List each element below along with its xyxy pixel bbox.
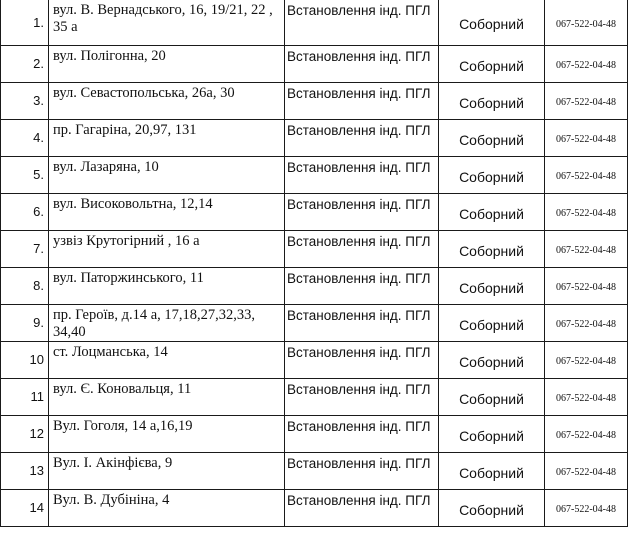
- work-type-cell: Встановлення інд. ПГЛ: [285, 452, 439, 489]
- works-table-body: [1, 0, 628, 526]
- address-cell: вул. Севастопольська, 26а, 30: [49, 82, 285, 119]
- table-row: [1, 415, 628, 452]
- phone-cell: 067-522-04-48: [545, 378, 628, 415]
- row-number-cell: 12: [1, 415, 49, 452]
- address-cell: пр. Героїв, д.14 а, 17,18,27,32,33, 34,40: [49, 304, 285, 341]
- phone-cell: 067-522-04-48: [545, 0, 628, 45]
- phone-cell: 067-522-04-48: [545, 119, 628, 156]
- address-cell: пр. Гагаріна, 20,97, 131: [49, 119, 285, 156]
- row-number-cell: 13: [1, 452, 49, 489]
- table-row: [1, 45, 628, 82]
- row-number-cell: 14: [1, 489, 49, 526]
- district-cell: Соборний: [439, 267, 545, 304]
- phone-cell: 067-522-04-48: [545, 193, 628, 230]
- address-cell: Вул. І. Акінфієва, 9: [49, 452, 285, 489]
- row-number-cell: 1.: [1, 0, 49, 45]
- district-cell: Соборний: [439, 193, 545, 230]
- row-number-cell: 4.: [1, 119, 49, 156]
- row-number-cell: 8.: [1, 267, 49, 304]
- district-cell: Соборний: [439, 304, 545, 341]
- work-type-cell: Встановлення інд. ПГЛ: [285, 267, 439, 304]
- row-number-cell: 10: [1, 341, 49, 378]
- district-cell: Соборний: [439, 415, 545, 452]
- district-cell: Соборний: [439, 82, 545, 119]
- phone-cell: 067-522-04-48: [545, 267, 628, 304]
- address-cell: вул. В. Вернадського, 16, 19/21, 22 , 35 а: [49, 0, 285, 45]
- row-number-cell: 7.: [1, 230, 49, 267]
- phone-cell: 067-522-04-48: [545, 452, 628, 489]
- work-type-cell: Встановлення інд. ПГЛ: [285, 156, 439, 193]
- table-row: [1, 267, 628, 304]
- row-number-cell: 3.: [1, 82, 49, 119]
- phone-cell: 067-522-04-48: [545, 45, 628, 82]
- work-type-cell: Встановлення інд. ПГЛ: [285, 0, 439, 45]
- address-cell: вул. Паторжинського, 11: [49, 267, 285, 304]
- district-cell: Соборний: [439, 0, 545, 45]
- work-type-cell: Встановлення інд. ПГЛ: [285, 230, 439, 267]
- phone-cell: 067-522-04-48: [545, 304, 628, 341]
- table-row: [1, 193, 628, 230]
- row-number-cell: 5.: [1, 156, 49, 193]
- work-type-cell: Встановлення інд. ПГЛ: [285, 378, 439, 415]
- table-row: [1, 230, 628, 267]
- district-cell: Соборний: [439, 341, 545, 378]
- row-number-cell: 6.: [1, 193, 49, 230]
- work-type-cell: Встановлення інд. ПГЛ: [285, 415, 439, 452]
- phone-cell: 067-522-04-48: [545, 415, 628, 452]
- phone-cell: 067-522-04-48: [545, 156, 628, 193]
- address-cell: ст. Лоцманська, 14: [49, 341, 285, 378]
- work-type-cell: Встановлення інд. ПГЛ: [285, 341, 439, 378]
- district-cell: Соборний: [439, 230, 545, 267]
- phone-cell: 067-522-04-48: [545, 341, 628, 378]
- work-type-cell: Встановлення інд. ПГЛ: [285, 193, 439, 230]
- district-cell: Соборний: [439, 156, 545, 193]
- work-type-cell: Встановлення інд. ПГЛ: [285, 45, 439, 82]
- phone-cell: 067-522-04-48: [545, 230, 628, 267]
- work-type-cell: Встановлення інд. ПГЛ: [285, 304, 439, 341]
- table-row: [1, 378, 628, 415]
- work-type-cell: Встановлення інд. ПГЛ: [285, 82, 439, 119]
- address-cell: вул. Є. Коновальця, 11: [49, 378, 285, 415]
- table-row: [1, 82, 628, 119]
- district-cell: Соборний: [439, 489, 545, 526]
- district-cell: Соборний: [439, 452, 545, 489]
- table-row: [1, 489, 628, 526]
- address-cell: узвіз Крутогірний , 16 а: [49, 230, 285, 267]
- address-cell: вул. Лазаряна, 10: [49, 156, 285, 193]
- table-row: [1, 341, 628, 378]
- work-type-cell: Встановлення інд. ПГЛ: [285, 489, 439, 526]
- address-cell: Вул. В. Дубініна, 4: [49, 489, 285, 526]
- table-row: [1, 452, 628, 489]
- district-cell: Соборний: [439, 45, 545, 82]
- table-row: [1, 304, 628, 341]
- row-number-cell: 2.: [1, 45, 49, 82]
- table-row: [1, 156, 628, 193]
- row-number-cell: 9.: [1, 304, 49, 341]
- work-type-cell: Встановлення інд. ПГЛ: [285, 119, 439, 156]
- district-cell: Соборний: [439, 119, 545, 156]
- address-cell: вул. Високовольтна, 12,14: [49, 193, 285, 230]
- row-number-cell: 11: [1, 378, 49, 415]
- address-cell: Вул. Гоголя, 14 а,16,19: [49, 415, 285, 452]
- phone-cell: 067-522-04-48: [545, 489, 628, 526]
- address-cell: вул. Полігонна, 20: [49, 45, 285, 82]
- table-row: [1, 119, 628, 156]
- table-row: [1, 0, 628, 45]
- district-cell: Соборний: [439, 378, 545, 415]
- phone-cell: 067-522-04-48: [545, 82, 628, 119]
